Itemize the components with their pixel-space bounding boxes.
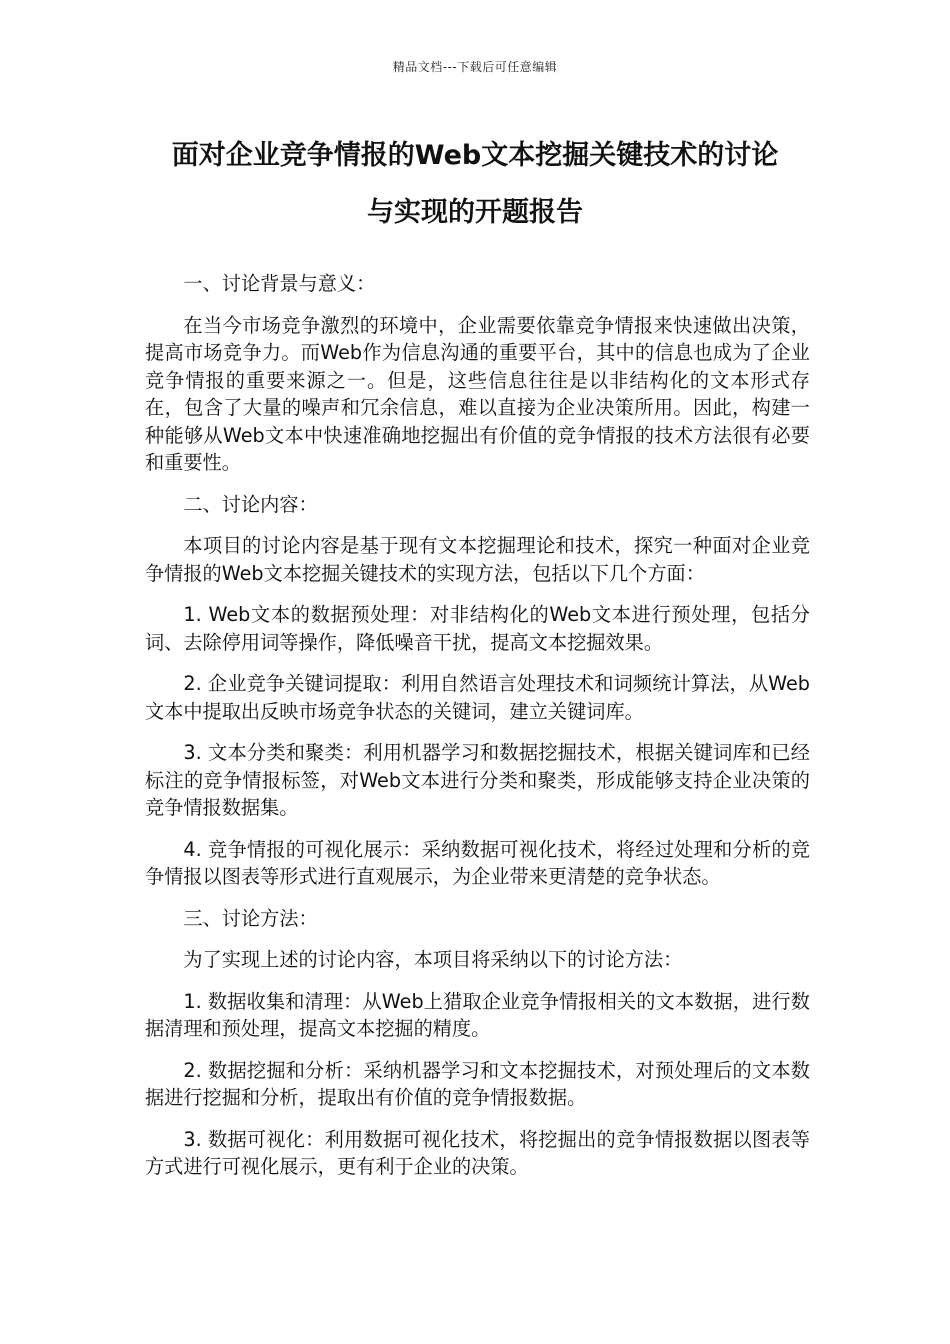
paragraph-background: 在当今市场竞争激烈的环境中，企业需要依靠竞争情报来快速做出决策，提高市场竞争力。而Web作为信息沟通的重要平台，其中的信息也成为了企业竞争情报的重要来源之一。但是，这些信息往往是以非结构化的文本形式存在，包含了大量的噪声和冗余信息，难以直接为企业决策所用。因此，构建一种能够从Web文本中快速准确地挖掘出有价值的竞争情报的技术方法很有必要和重要性。 [145, 313, 810, 474]
list-item-content-1: 1. Web文本的数据预处理：对非结构化的Web文本进行预处理，包括分词、去除停用词等操作，降低噪音干扰，提高文本挖掘效果。 [145, 603, 810, 654]
document-title-line-2: 与实现的开题报告 [367, 197, 583, 228]
list-item-content-2: 2. 企业竞争关键词提取：利用自然语言处理技术和词频统计算法，从Web文本中提取出反映市场竞争状态的关键词，建立关键词库。 [145, 672, 810, 723]
section-heading-background: 一、讨论背景与意义： [183, 272, 376, 295]
list-item-content-3: 3. 文本分类和聚类：利用机器学习和数据挖掘技术，根据关键词库和已经标注的竞争情报标签，对Web文本进行分类和聚类，形成能够支持企业决策的竞争情报数据集。 [145, 741, 810, 819]
section-heading-method: 三、讨论方法： [183, 906, 318, 930]
document-body [145, 270, 810, 1195]
list-item-method-2: 2. 数据挖掘和分析：采纳机器学习和文本挖掘技术，对预处理后的文本数据进行挖掘和分析，提取出有价值的竞争情报数据。 [145, 1058, 810, 1109]
list-item-method-1: 1. 数据收集和清理：从Web上猎取企业竞争情报相关的文本数据，进行数据清理和预处理，提高文本挖掘的精度。 [145, 989, 810, 1040]
list-item-method-3: 3. 数据可视化：利用数据可视化技术，将挖掘出的竞争情报数据以图表等方式进行可视化展示，更有利于企业的决策。 [145, 1127, 810, 1178]
paragraph-content-intro: 本项目的讨论内容是基于现有文本挖掘理论和技术，探究一种面对企业竞争情报的Web文本挖掘关键技术的实现方法，包括以下几个方面： [145, 534, 810, 585]
document-title-line-1: 面对企业竞争情报的Web文本挖掘关键技术的讨论 [171, 140, 779, 171]
list-item-content-4: 4. 竞争情报的可视化展示：采纳数据可视化技术，将经过处理和分析的竞争情报以图表等形式进行直观展示，为企业带来更清楚的竞争状态。 [145, 837, 810, 888]
paragraph-method-intro: 为了实现上述的讨论内容，本项目将采纳以下的讨论方法： [183, 948, 683, 971]
section-heading-content: 二、讨论内容： [183, 492, 318, 516]
header-note: 精品文档---下载后可任意编辑 [392, 60, 558, 74]
